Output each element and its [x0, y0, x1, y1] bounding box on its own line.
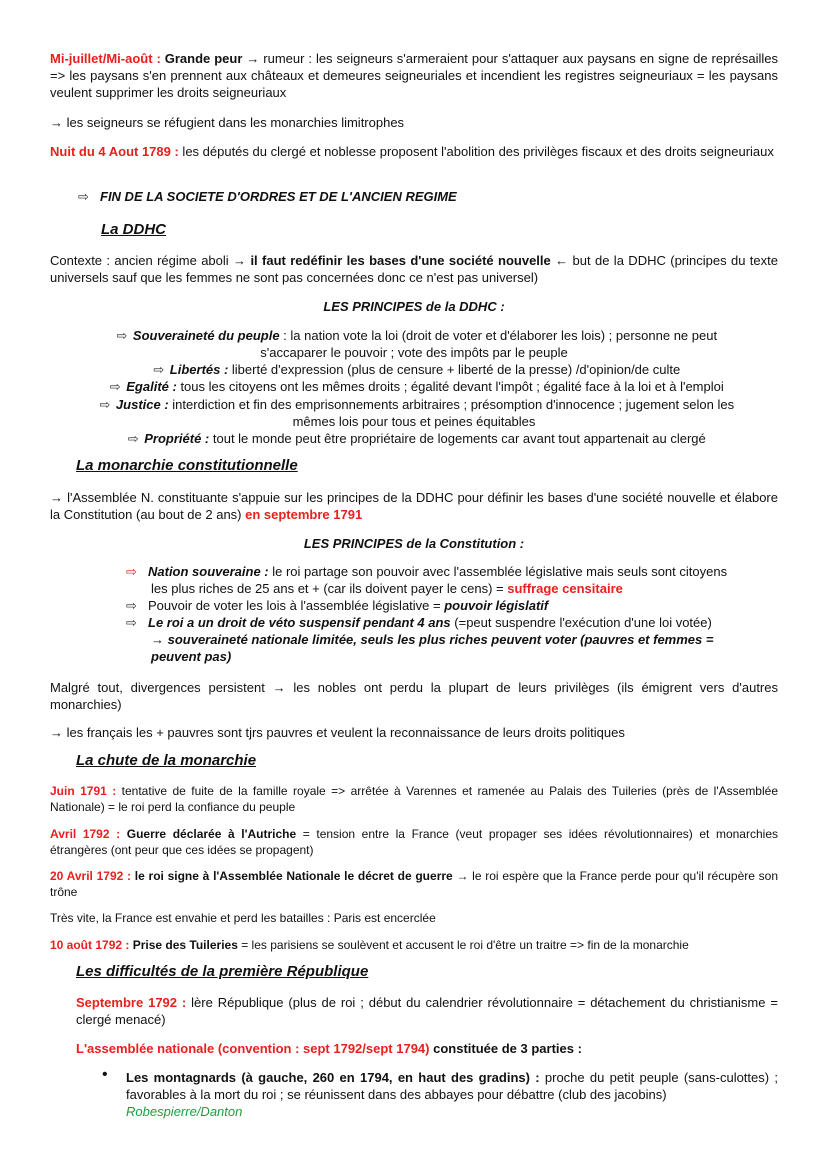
arrow-icon: ⇨ — [127, 431, 139, 446]
ddhc-principles-title: LES PRINCIPES de la DDHC : — [323, 299, 505, 314]
event-juin-1791: Juin 1791 : tentative de fuite de la famille royale => arrêtée à Varennes et ramenée au Palais des Tuileries (près de l'Assemblée Nationale) = le roi perd la confiance du peuple — [50, 784, 778, 814]
arrow-icon: ⇨ — [126, 615, 137, 630]
constitution-item-nation: ⇨ Nation souveraine : le roi partage son pouvoir avec l'assemblée législative mais seuls sont citoyens — [126, 564, 728, 579]
paragraph-divergences: Malgré tout, divergences persistent → les nobles ont perdu la plupart de leurs privilèges (ils émigrent vers d'autres monarchies) — [50, 680, 778, 712]
arrow-icon: ⇨ — [126, 564, 137, 579]
arrow-icon: ⇨ — [153, 362, 165, 377]
ddhc-item-egalite: ⇨ Egalité : tous les citoyens ont les mêmes droits ; égalité devant l'impôt ; égalité face à la loi et à l'emploi — [50, 378, 778, 395]
heading-monarchie-constitutionnelle: La monarchie constitutionnelle — [76, 457, 298, 474]
event-avril-1792: Avril 1792 : Guerre déclarée à l'Autriche = tension entre la France (veut propager ses idées révolutionnaires) et monarchies étrangères (ont peur que ces idées se propagent) — [50, 827, 778, 857]
arrow-icon: ⇨ — [78, 189, 89, 204]
constitution-item-nation-cont: les plus riches de 25 ans et + (car ils doivent payer le cens) = suffrage censitaire — [151, 581, 623, 596]
ddhc-item-justice-cont: mêmes lois pour tous et peines équitables — [292, 414, 536, 429]
arrow-icon: ⇨ — [126, 598, 137, 613]
heading-premiere-republique: Les difficultés de la première République — [76, 963, 369, 980]
heading-ddhc: La DDHC — [101, 221, 167, 238]
event-france-envahie: Très vite, la France est envahie et perd les batailles : Paris est encerclée — [50, 911, 436, 925]
paragraph-contexte: Contexte : ancien régime aboli → il faut redéfinir les bases d'une société nouvelle ← but de la DDHC (principes du texte universels sauf que les femmes ne sont pas concernées donc ce n'est pas universel) — [50, 253, 778, 285]
arrow-icon: ⇨ — [109, 379, 121, 394]
event-20-avril-1792: 20 Avril 1792 : le roi signe à l'Assemblée Nationale le décret de guerre → le roi espère que la France perde pour qu'il récupère son trône — [50, 869, 778, 899]
paragraph-nuit-4-aout: Nuit du 4 Aout 1789 : les députés du clergé et noblesse proposent l'abolition des privilèges fiscaux et des droits seigneuriaux — [50, 144, 774, 159]
paragraph-assemblee-constituante: → l'Assemblée N. constituante s'appuie sur les principes de la DDHC pour définir les bases d'une société nouvelle et élabore la Constitution (au bout de 2 ans) en septembre 1791 — [50, 490, 778, 522]
ddhc-item-libertes: ⇨ Libertés : liberté d'expression (plus de censure + liberté de la presse) /d'opinion/de culte — [50, 361, 778, 378]
constitution-item-pouvoir: ⇨ Pouvoir de voter les lois à l'assemblée législative = pouvoir législatif — [126, 598, 549, 613]
constitution-item-veto-cont: → souveraineté nationale limitée, seuls les plus riches peuvent voter (pauvres et femmes = peuvent pas) — [151, 632, 714, 664]
event-10-aout-1792: 10 août 1792 : Prise des Tuileries = les parisiens se soulèvent et accusent le roi d'être un traitre => fin de la monarchie — [50, 938, 689, 952]
paragraph-septembre-1792: Septembre 1792 : lère République (plus de roi ; début du calendrier révolutionnaire = détachement du christianisme = clergé menacé) — [76, 995, 778, 1027]
paragraph-pauvres: → les français les + pauvres sont tjrs pauvres et veulent la reconnaissance de leurs droits politiques — [50, 725, 625, 740]
ddhc-item-propriete: ⇨ Propriété : tout le monde peut être propriétaire de logements car avant tout appartenait au clergé — [50, 430, 778, 447]
ddhc-item-souverainete-cont: s'accaparer le pouvoir ; vote des impôts par le peuple — [260, 345, 568, 360]
constitution-principles-title: LES PRINCIPES de la Constitution : — [303, 536, 525, 551]
heading-chute-monarchie: La chute de la monarchie — [76, 752, 257, 769]
paragraph-seigneurs: → les seigneurs se réfugient dans les monarchies limitrophes — [50, 115, 405, 130]
paragraph-grande-peur: Mi-juillet/Mi-août : Grande peur → rumeur : les seigneurs s'armeraient pour s'attaquer aux paysans en signe de représailles => les paysans s'en prennent aux châteaux et demeures seigneuriales et incendient les registres seigneuriaux = les paysans veulent supprimer les droits seigneuriaux — [50, 51, 778, 100]
ddhc-item-justice: ⇨ Justice : interdiction et fin des emprisonnements arbitraires ; présomption d'innocence ; jugement selon les — [50, 396, 778, 413]
paragraph-convention: L'assemblée nationale (convention : sept 1792/sept 1794) constituée de 3 parties : — [76, 1041, 582, 1056]
list-item-montagnards: Les montagnards (à gauche, 260 en 1794, en haut des gradins) : proche du petit peuple (sans-culottes) ; favorables à la mort du roi ; se réunissent dans des abbayes pour débattre (club des jacobins) Robespierre/Danton — [126, 1070, 778, 1119]
constitution-item-veto: ⇨ Le roi a un droit de véto suspensif pendant 4 ans (=peut suspendre l'exécution d'une loi votée) — [126, 615, 712, 630]
conclusion-ancien-regime: ⇨ FIN DE LA SOCIETE D'ORDRES ET DE L'ANCIEN REGIME — [78, 189, 457, 204]
arrow-icon: ⇨ — [116, 328, 128, 343]
ddhc-item-souverainete: ⇨ Souveraineté du peuple : la nation vote la loi (droit de voter et d'élaborer les lois) ; personne ne peut — [50, 327, 778, 344]
bullet-icon: • — [102, 1066, 108, 1083]
arrow-icon: ⇨ — [99, 397, 111, 412]
